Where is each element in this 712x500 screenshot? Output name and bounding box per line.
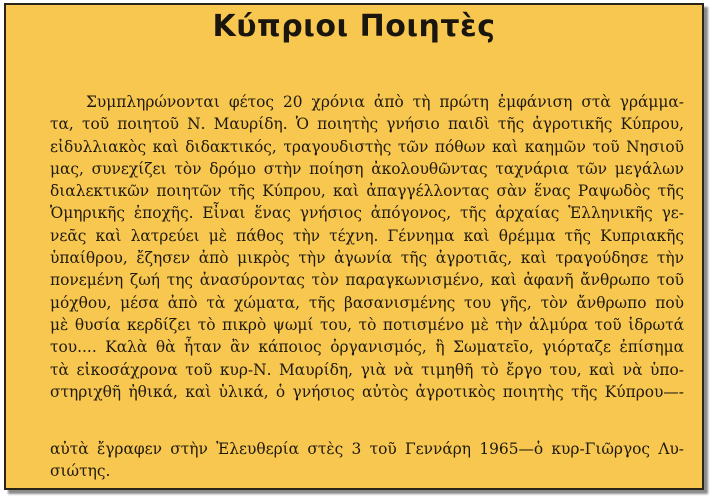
body-line: ὑπαίθρου, ἔζησεν ἀπὸ μικρὸς τὴν ἀγωνία τῆς ἀγροτιᾶς, καὶ τραγούδησε τὴν <box>50 249 684 268</box>
body-line: τα, τοῦ ποιητοῦ Ν. Μαυρίδη. Ὁ ποιητὴς γνήσιο παιδὶ τῆς ἀγροτικῆς Κύπρου, <box>50 115 684 134</box>
article-body <box>50 91 684 403</box>
body-line: Συμπληρώνονται φέτος 20 χρόνια ἀπὸ τὴ πρώτη ἐμφάνιση στὰ γράμμα- <box>86 93 684 111</box>
body-line: Ὁμηρικῆς ἐποχῆς. Εἶναι ἕνας γνήσιος ἀπόγονος, τῆς ἀρχαίας Ἑλληνικῆς γε- <box>50 204 684 223</box>
body-line: μὲ θυσία κερδίζει τὸ πικρὸ ψωμί του, τὸ ποτισμένο μὲ τὴν ἁλμύρα τοῦ ἱδρωτά <box>50 315 684 334</box>
body-line: του.... Καλὰ θὰ ἦταν ἂν κάποιος ὀργανισμός, ἢ Σωματεῖο, γιόρταζε ἐπίσημα <box>50 338 684 357</box>
body-line: πονεμένη ζωή της ἀνασύροντας τὸν παραγκωνισμένο, καὶ ἀφανῆ ἄνθρωπο τοῦ <box>50 271 684 290</box>
body-line: νεᾶς καὶ λατρεύει μὲ πάθος τὴν τέχνη. Γέννημα καὶ θρέμμα τῆς Κυπριακῆς <box>50 226 684 245</box>
source-attribution <box>50 438 684 482</box>
source-line: αὐτὰ ἔγραφεν στὴν Ἐλευθερία στὲς 3 τοῦ Γεννάρη 1965—ὁ κυρ-Γιῶργος Λυ- <box>50 440 684 458</box>
source-line: σιώτης. <box>50 462 111 480</box>
body-line: στηριχθῆ ἠθικά, καὶ ὑλικά, ὁ γνήσιος αὐτὸς ἀγροτικὸς ποιητὴς τῆς Κύπρου—- <box>50 382 684 401</box>
body-line: μόχθου, μέσα ἀπὸ τὰ χώματα, τῆς βασανισμένης του γῆς, τὸν ἄνθρωπο ποὺ <box>50 293 684 312</box>
body-line: εἰδυλλιακὸς καὶ διδακτικός, τραγουδιστὴς τῶν πόθων καὶ καημῶν τοῦ Νησιοῦ <box>50 137 684 156</box>
body-line: τὰ εἰκοσάχρονα τοῦ κυρ-Ν. Μαυρίδη, γιὰ νὰ τιμηθῆ τὸ ἔργο του, καὶ νὰ ὑπο- <box>50 360 684 379</box>
body-line: μας, συνεχίζει τὸν δρόμο στὴν ποίηση ἀκολουθῶντας ταχνάρια τῶν μεγάλων <box>50 159 684 178</box>
newspaper-clipping <box>4 3 704 490</box>
body-line: διαλεκτικῶν ποιητῶν τῆς Κύπρου, καὶ ἀπαγγέλλοντας σὰν ἕνας Ραψωδὸς τῆς <box>50 182 684 201</box>
article-title: Κύπριοι Ποιητὲς <box>212 9 496 44</box>
